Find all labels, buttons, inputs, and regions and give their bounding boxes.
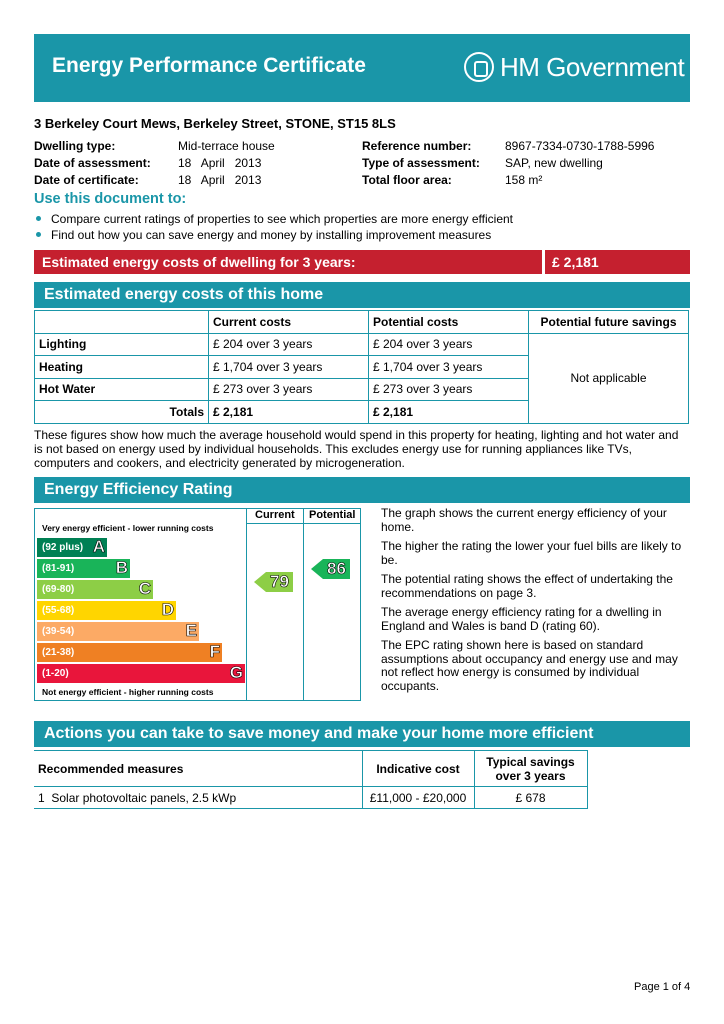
- section-header-eer: Energy Efficiency Rating: [34, 477, 690, 503]
- eer-band-range: (1-20): [42, 668, 69, 679]
- totals-current: £ 2,181: [209, 401, 369, 424]
- bullet-icon: [36, 232, 41, 237]
- column-header-potential: Potential costs: [369, 311, 529, 334]
- eer-band-range: (69-80): [42, 584, 75, 595]
- row-label: Lighting: [35, 333, 209, 356]
- date-certificate-value: 18 April 2013: [178, 173, 262, 187]
- property-address: 3 Berkeley Court Mews, Berkeley Street, STONE, ST15 8LS: [34, 116, 396, 131]
- eer-band-letter: F: [209, 642, 220, 661]
- reference-value: 8967-7334-0730-1788-5996: [505, 139, 655, 153]
- potential-cost: £ 204 over 3 years: [369, 333, 529, 356]
- eer-band-letter: G: [229, 663, 243, 682]
- eer-band-letter: E: [185, 621, 197, 640]
- row-label: Heating: [35, 356, 209, 379]
- table-row: [34, 787, 587, 809]
- table-header-blank: [35, 311, 209, 334]
- dwelling-type-value: Mid-terrace house: [178, 139, 275, 153]
- eer-paragraph: The graph shows the current energy efficiency of your home.: [381, 506, 667, 534]
- eer-band-letter: B: [115, 558, 128, 577]
- divider: [246, 508, 247, 701]
- divider: [542, 250, 545, 274]
- table-row: [35, 311, 689, 334]
- totals-label: Totals: [35, 401, 209, 424]
- section-header-costs: Estimated energy costs of this home: [34, 282, 690, 308]
- table-row: [34, 751, 587, 787]
- date-assessment-value: 18 April 2013: [178, 156, 262, 170]
- measure-cost: £11,000 - £20,000: [362, 787, 474, 809]
- eer-band-range: (21-38): [42, 647, 75, 658]
- date-certificate-label: Date of certificate:: [34, 173, 139, 187]
- bullet-icon: [36, 216, 41, 221]
- list-item: Find out how you can save energy and money by installing improvement measures: [36, 228, 491, 242]
- table-row: [35, 333, 689, 356]
- page-title: Energy Performance Certificate: [52, 54, 366, 77]
- eer-band-a: [37, 538, 107, 557]
- eer-potential-header: Potential: [309, 509, 356, 521]
- column-header-savings: Potential future savings: [529, 311, 689, 334]
- potential-cost: £ 1,704 over 3 years: [369, 356, 529, 379]
- costs-explanation: These figures show how much the average household would spend in this property for heating, lighting and hot water and is not based on energy used by individual households. This excludes energy use for running appliances like TVs, computers and cookers, and electricity generated by microgeneration.: [34, 428, 679, 470]
- measure-cell: [34, 787, 362, 809]
- dwelling-type-label: Dwelling type:: [34, 139, 116, 153]
- eer-paragraph: The EPC rating shown here is based on standard assumptions about occupancy and energy use and may not reflect how energy is consumed by individual occupants.: [381, 638, 678, 693]
- current-cost: £ 204 over 3 years: [209, 333, 369, 356]
- eer-top-note: Very energy efficient - lower running costs: [42, 523, 214, 533]
- potential-cost: £ 273 over 3 years: [369, 378, 529, 401]
- column-header-savings: Typical savings over 3 years: [474, 751, 587, 787]
- estimated-3yr-cost-bar: [34, 250, 690, 274]
- current-cost: £ 1,704 over 3 years: [209, 356, 369, 379]
- eer-paragraph: The average energy efficiency rating for a dwelling in England and Wales is band D (rating 60).: [381, 605, 662, 633]
- eer-band-c: [37, 580, 153, 599]
- column-header-measures: Recommended measures: [34, 751, 362, 787]
- eer-explanation: [381, 507, 690, 699]
- eer-band-range: (92 plus): [42, 542, 84, 553]
- reference-label: Reference number:: [362, 139, 472, 153]
- row-label: Hot Water: [35, 378, 209, 401]
- measure-name: Solar photovoltaic panels, 2.5 kWp: [51, 790, 237, 805]
- arrow-tip: [311, 559, 323, 579]
- eer-band-letter: D: [161, 600, 174, 619]
- eer-band-letter: C: [138, 579, 151, 598]
- eer-band-d: [37, 601, 176, 620]
- divider: [303, 508, 304, 701]
- list-item: Compare current ratings of properties to see which properties are more energy efficient: [36, 212, 513, 226]
- eer-band-range: (81-91): [42, 563, 75, 574]
- eer-bottom-note: Not energy efficient - higher running costs: [42, 687, 214, 697]
- energy-costs-table: [34, 310, 689, 424]
- eer-current-header: Current: [255, 509, 295, 521]
- estimated-3yr-cost-label: Estimated energy costs of dwelling for 3 years:: [42, 254, 356, 270]
- certificate-header: [34, 34, 690, 102]
- column-header-cost: Indicative cost: [362, 751, 474, 787]
- floor-area-value: 158 m²: [505, 173, 543, 187]
- eer-band-letter: A: [92, 537, 105, 556]
- estimated-3yr-cost-value: £ 2,181: [552, 254, 599, 270]
- arrow-tip: [254, 572, 266, 592]
- eer-band-b: [37, 559, 130, 578]
- column-header-current: Current costs: [209, 311, 369, 334]
- eer-paragraph: The potential rating shows the effect of undertaking the recommendations on page 3.: [381, 572, 673, 600]
- page-number: Page 1 of 4: [634, 981, 691, 993]
- divider: [246, 523, 361, 524]
- use-document-title: Use this document to:: [34, 191, 187, 207]
- measure-number: 1: [38, 790, 45, 805]
- eer-band-f: [37, 643, 222, 662]
- potential-rating-value: 86: [323, 559, 350, 579]
- eer-band-g: [37, 664, 245, 683]
- eer-band-range: (39-54): [42, 626, 75, 637]
- date-assessment-label: Date of assessment:: [34, 156, 151, 170]
- floor-area-label: Total floor area:: [362, 173, 452, 187]
- eer-band-range: (55-68): [42, 605, 75, 616]
- assessment-type-label: Type of assessment:: [362, 156, 480, 170]
- potential-savings: Not applicable: [529, 333, 689, 423]
- measure-savings: £ 678: [474, 787, 587, 809]
- recommendations-table: [34, 750, 588, 809]
- section-header-actions: Actions you can take to save money and make your home more efficient: [34, 721, 690, 747]
- current-rating-value: 79: [266, 572, 293, 592]
- government-logo: HM Government: [500, 52, 685, 82]
- totals-potential: £ 2,181: [369, 401, 529, 424]
- assessment-type-value: SAP, new dwelling: [505, 156, 603, 170]
- eer-band-e: [37, 622, 199, 641]
- eer-paragraph: The higher the rating the lower your fuel bills are likely to be.: [381, 539, 682, 567]
- crest-icon: [464, 52, 494, 82]
- current-cost: £ 273 over 3 years: [209, 378, 369, 401]
